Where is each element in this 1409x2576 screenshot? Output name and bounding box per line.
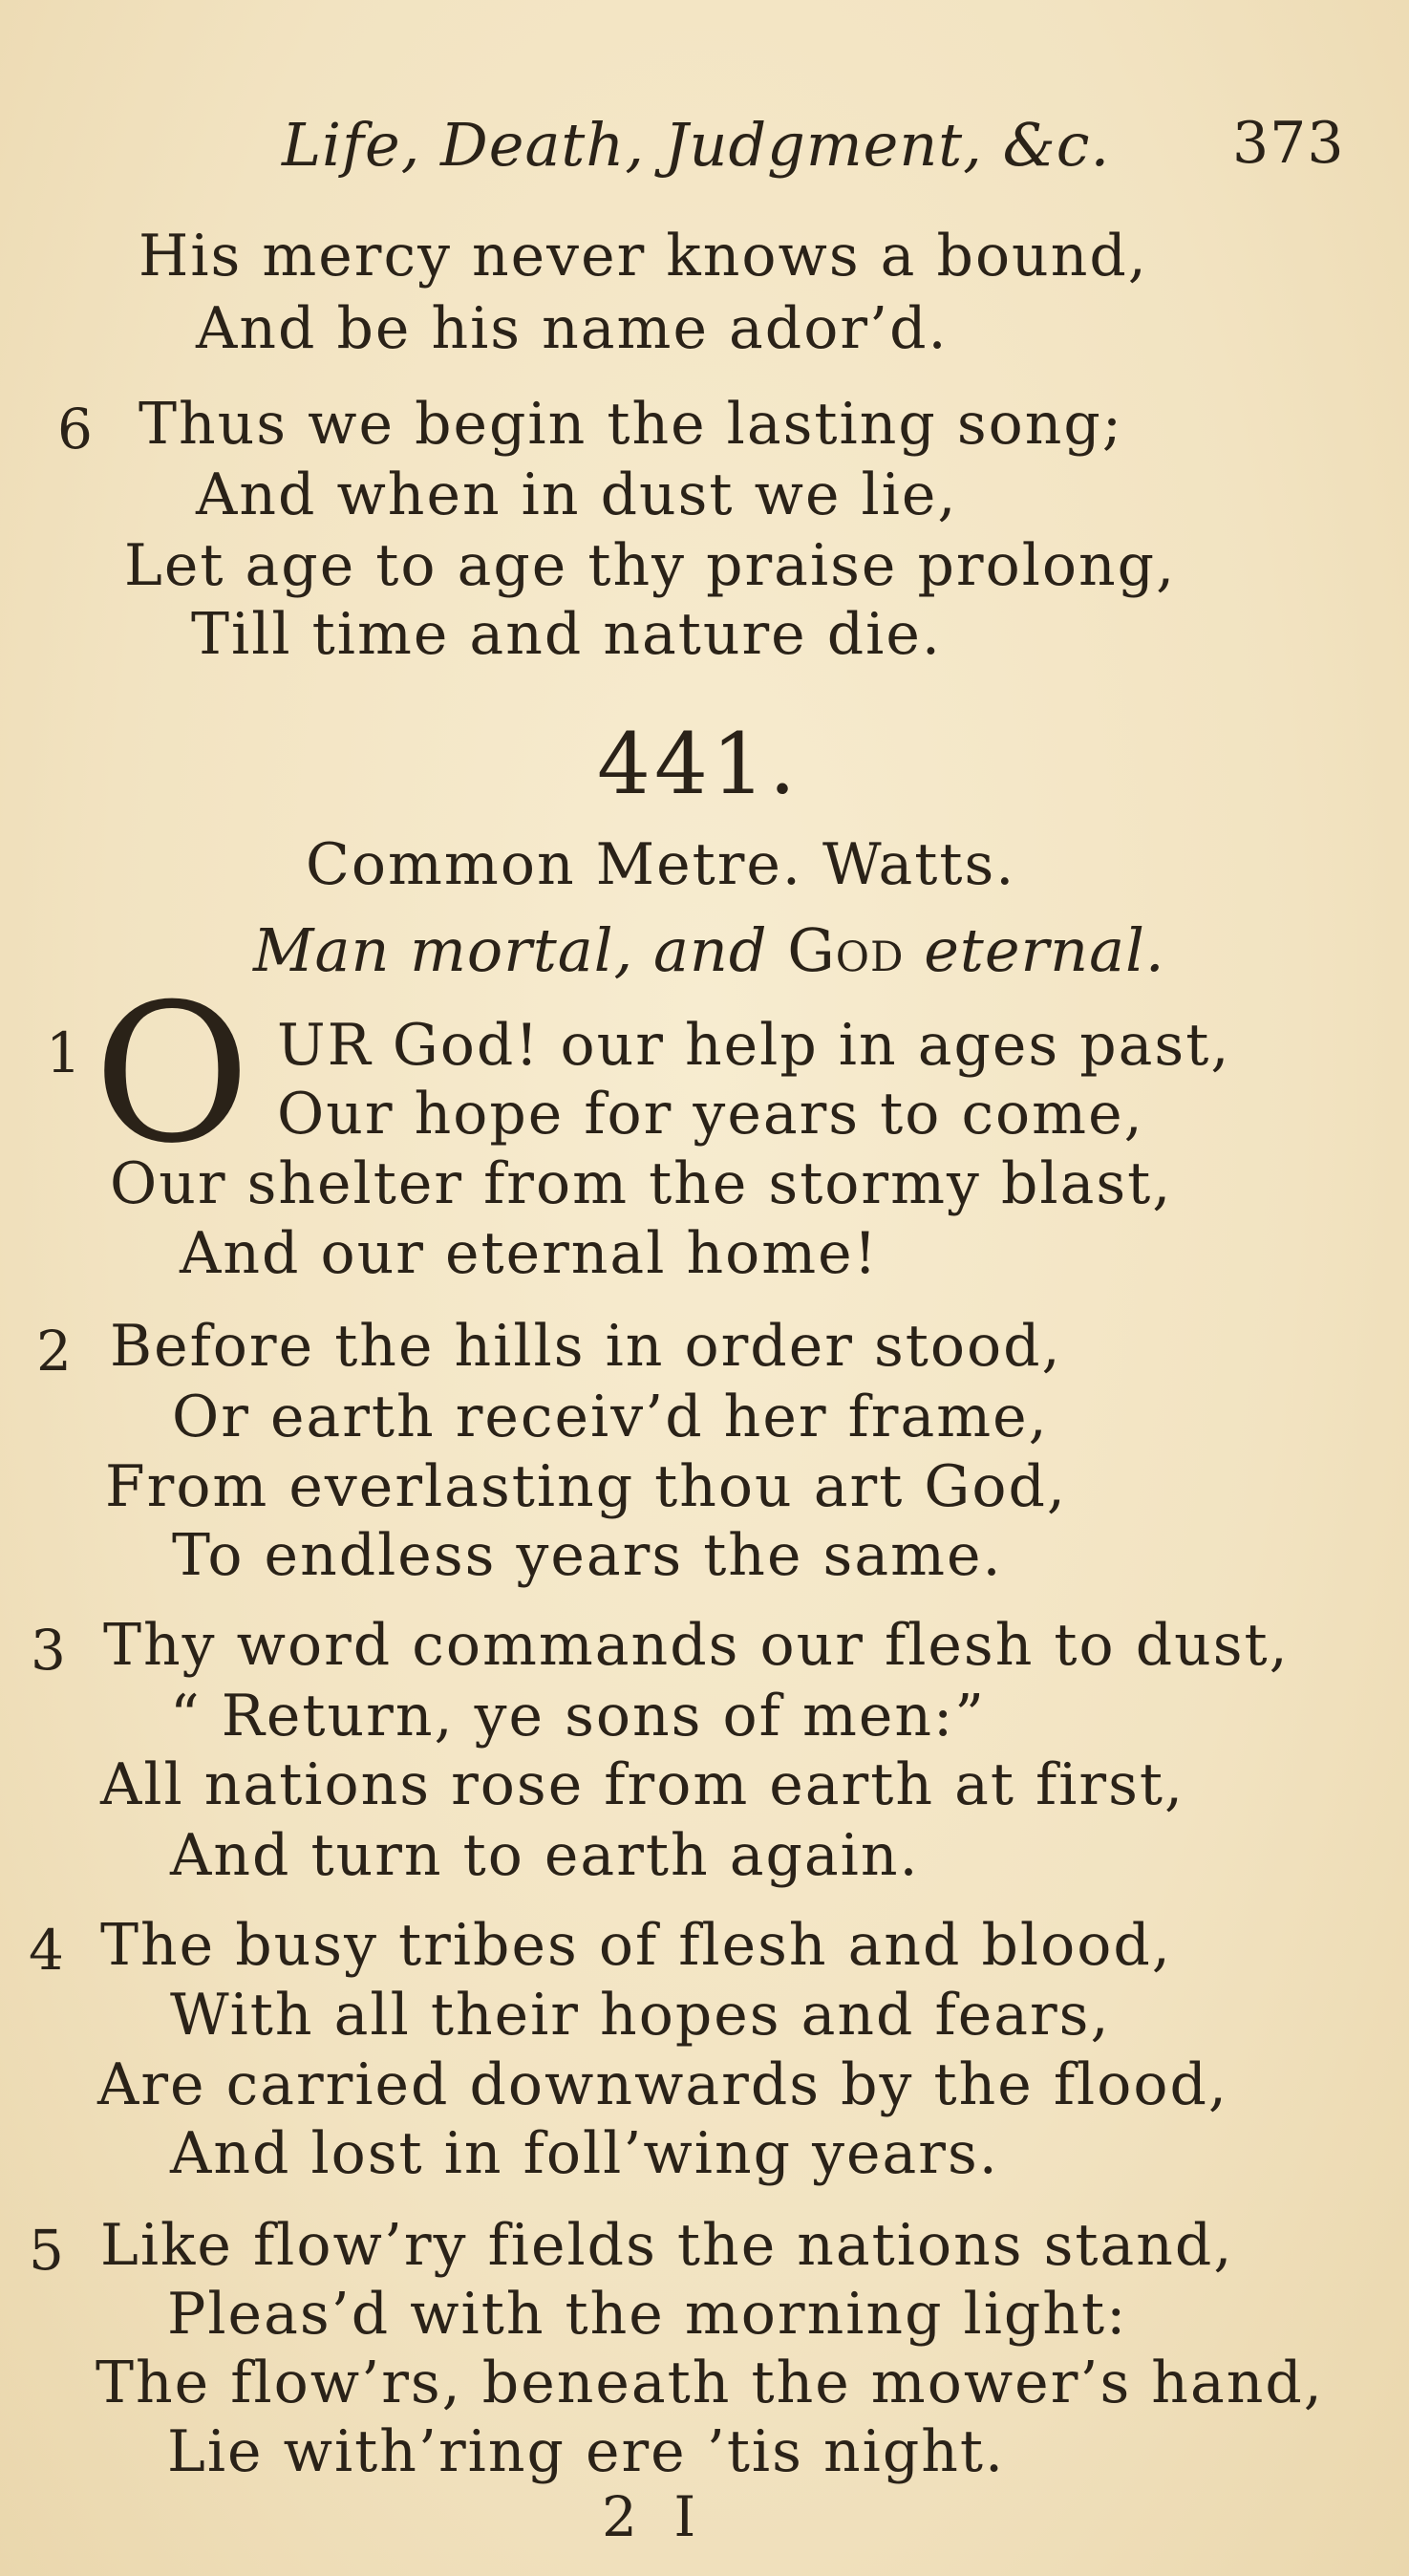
drop-cap: O bbox=[94, 963, 250, 1186]
verse-number: 5 bbox=[29, 2218, 64, 2283]
verse-line: To endless years the same. bbox=[172, 1522, 1003, 1589]
verse-number: 3 bbox=[31, 1618, 66, 1683]
verse-line: All nations rose from earth at first, bbox=[100, 1751, 1185, 1818]
verse-line: From everlasting thou art God, bbox=[105, 1453, 1067, 1520]
subtitle-god: God bbox=[787, 915, 905, 985]
verse-line: The flow’rs, beneath the mower’s hand, bbox=[96, 2350, 1324, 2416]
verse-number: 4 bbox=[29, 1918, 64, 1983]
verse-line: Before the hills in order stood, bbox=[110, 1313, 1062, 1380]
verse-line: And when in dust we lie, bbox=[196, 462, 958, 528]
verse-line: “ Return, ye sons of men:” bbox=[170, 1683, 986, 1750]
verse-number: 6 bbox=[57, 397, 93, 462]
verse-line: Let age to age thy praise prolong, bbox=[124, 532, 1177, 599]
verse-line: Like flow’ry fields the nations stand, bbox=[100, 2212, 1234, 2279]
running-header: Life, Death, Judgment, &c. bbox=[282, 110, 1111, 180]
verse-line: Thus we begin the lasting song; bbox=[139, 391, 1124, 458]
verse-line: And be his name ador’d. bbox=[196, 295, 949, 362]
verse-line: Thy word commands our flesh to dust, bbox=[103, 1612, 1290, 1679]
verse-number: 2 bbox=[36, 1319, 72, 1384]
verse-line: With all their hopes and fears, bbox=[170, 1982, 1111, 2049]
hymn-subtitle bbox=[253, 915, 1165, 985]
page-number: 373 bbox=[1232, 110, 1345, 177]
verse-line: And turn to earth again. bbox=[170, 1822, 920, 1889]
hymn-meter-author: Common Metre. Watts. bbox=[306, 831, 1016, 898]
verse-line: Our shelter from the stormy blast, bbox=[110, 1150, 1173, 1217]
verse-line: Till time and nature die. bbox=[191, 601, 942, 668]
subtitle-text: Man mortal, and bbox=[253, 915, 788, 985]
verse-line: And lost in foll’wing years. bbox=[170, 2120, 999, 2187]
verse-line: His mercy never knows a bound, bbox=[139, 223, 1148, 290]
subtitle-text: eternal. bbox=[904, 915, 1165, 985]
verse-line: Lie with’ring ere ’tis night. bbox=[167, 2418, 1006, 2485]
verse-line: And our eternal home! bbox=[180, 1220, 879, 1287]
verse-number: 1 bbox=[46, 1020, 81, 1085]
hymn-number: 441. bbox=[597, 715, 800, 813]
signature-mark: 2 I bbox=[602, 2484, 706, 2549]
verse-line: Pleas’d with the morning light: bbox=[167, 2281, 1128, 2348]
verse-line: Or earth receiv’d her frame, bbox=[172, 1384, 1049, 1450]
verse-line: The busy tribes of flesh and blood, bbox=[100, 1912, 1172, 1979]
verse-line: Our hope for years to come, bbox=[277, 1081, 1144, 1148]
verse-line: UR God! our help in ages past, bbox=[277, 1012, 1231, 1079]
verse-line: Are carried downwards by the flood, bbox=[97, 2051, 1228, 2118]
